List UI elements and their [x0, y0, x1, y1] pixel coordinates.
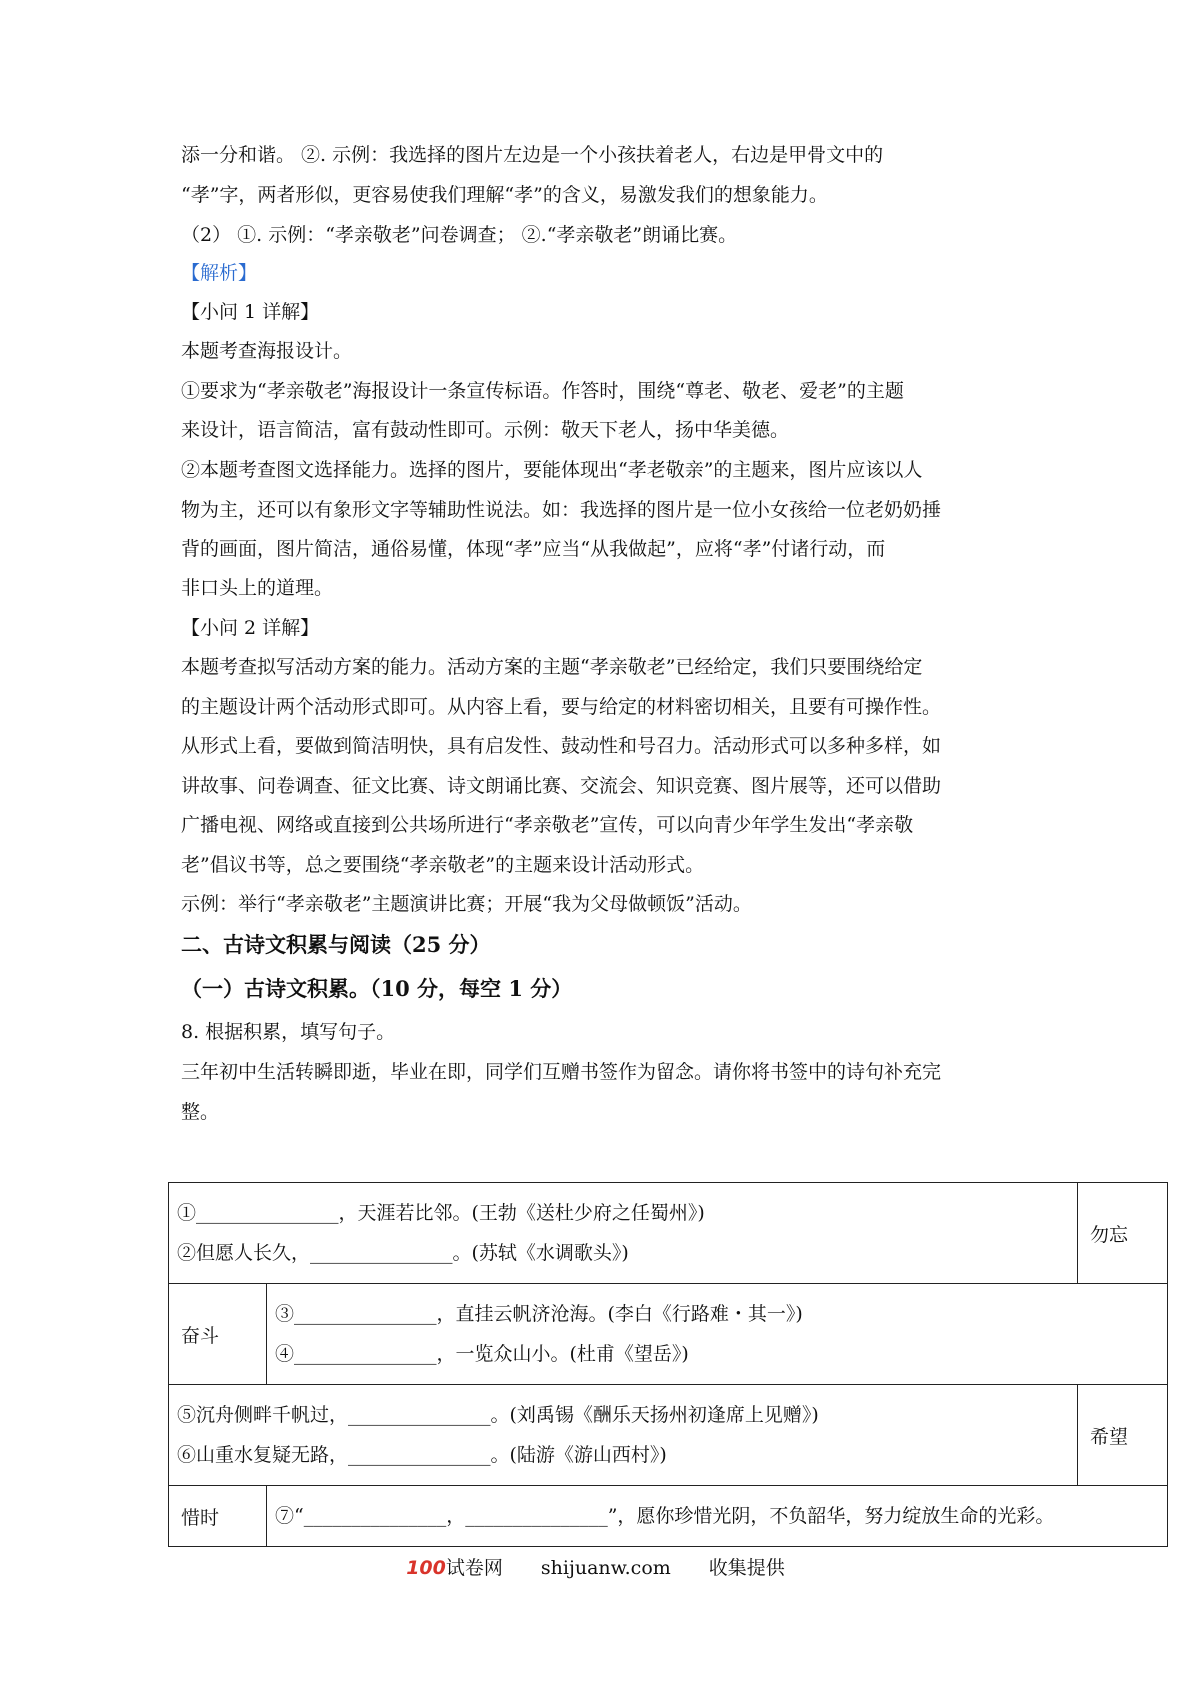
- paragraph-line: 背的画面，图片简洁，通俗易懂，体现“孝”应当“从我做起”，应将“孝”付诸行动，而: [181, 538, 886, 560]
- question-8-prompt-cont: 整。: [181, 1101, 220, 1123]
- paragraph-line: 广播电视、网络或直接到公共场所进行“孝亲敬老”宣传，可以向青少年学生发出“孝亲敬: [181, 814, 914, 836]
- table-row: [169, 1385, 1168, 1486]
- poem-line-6: ⑥山重水复疑无路，_______________。(陆游《游山西村》): [177, 1444, 667, 1466]
- poem-line-5: ⑤沉舟侧畔千帆过，_______________。(刘禹锡《酬乐天扬州初逢席上见赠》): [177, 1404, 819, 1426]
- paragraph-line: 从形式上看，要做到简洁明快，具有启发性、鼓动性和号召力。活动形式可以多种多样，如: [181, 735, 942, 757]
- paragraph-line: 示例：举行“孝亲敬老”主题演讲比赛；开展“我为父母做顿饭”活动。: [181, 893, 752, 915]
- bookmark-tag: 勿忘: [1078, 1183, 1168, 1284]
- table-cell: [169, 1385, 1078, 1486]
- answer-line-1: 添一分和谐。 ②. 示例：我选择的图片左边是一个小孩扶着老人，右边是甲骨文中的: [181, 144, 884, 166]
- paragraph-line: 的主题设计两个活动形式即可。从内容上看，要与给定的材料密切相关，且要有可操作性。: [181, 696, 942, 718]
- poem-line-7: ⑦“_______________，_______________”，愿你珍惜光阴，不负韶华，努力绽放生命的光彩。: [275, 1505, 1055, 1527]
- table-cell: [169, 1183, 1078, 1284]
- paragraph-line: 老”倡议书等，总之要围绕“孝亲敬老”的主题来设计活动形式。: [181, 854, 705, 876]
- paragraph-line: 讲故事、问卷调查、征文比赛、诗文朗诵比赛、交流会、知识竞赛、图片展等，还可以借助: [181, 775, 942, 797]
- answer-line-2: “孝”字，两者形似，更容易使我们理解“孝”的含义，易激发我们的想象能力。: [181, 184, 828, 206]
- table-cell: [267, 1284, 1168, 1385]
- paragraph-line: 来设计，语言简洁，富有鼓动性即可。示例：敬天下老人，扬中华美德。: [181, 419, 790, 441]
- section-heading: 二、古诗文积累与阅读（25 分）: [181, 932, 491, 957]
- poem-line-4: ④_______________，一览众山小。(杜甫《望岳》): [275, 1343, 689, 1365]
- bookmark-tag: 惜时: [169, 1486, 267, 1547]
- site-logo: 100: [406, 1557, 446, 1579]
- page-footer: [0, 1553, 1191, 1580]
- site-domain: shijuanw.com: [540, 1557, 671, 1579]
- question-8-prompt: 三年初中生活转瞬即逝，毕业在即，同学们互赠书签作为留念。请你将书签中的诗句补充完: [181, 1061, 942, 1083]
- paragraph-line: ②本题考查图文选择能力。选择的图片，要能体现出“孝老敬亲”的主题来，图片应该以人: [181, 459, 923, 481]
- question-8: 8. 根据积累，填写句子。: [181, 1021, 396, 1043]
- site-name: 试卷网: [445, 1557, 503, 1579]
- table-row: [169, 1486, 1168, 1547]
- poem-line-2: ②但愿人长久，_______________。(苏轼《水调歌头》): [177, 1242, 629, 1264]
- bookmark-tag: 奋斗: [169, 1284, 267, 1385]
- paragraph-line: ①要求为“孝亲敬老”海报设计一条宣传标语。作答时，围绕“尊老、敬老、爱老”的主题: [181, 380, 904, 402]
- answer-line-3: （2） ①. 示例：“孝亲敬老”问卷调查； ②.“孝亲敬老”朗诵比赛。: [181, 224, 738, 246]
- paragraph-line: 本题考查拟写活动方案的能力。活动方案的主题“孝亲敬老”已经给定，我们只要围绕给定: [181, 656, 923, 678]
- sub-question-2-heading: 【小问 2 详解】: [181, 617, 320, 639]
- footer-note: 收集提供: [708, 1557, 785, 1579]
- table-row: [169, 1183, 1168, 1284]
- bookmark-table: [168, 1182, 1168, 1547]
- subsection-heading: （一）古诗文积累。（10 分，每空 1 分）: [181, 976, 573, 1001]
- paragraph-line: 非口头上的道理。: [181, 577, 334, 599]
- table-row: [169, 1284, 1168, 1385]
- sub-question-1-heading: 【小问 1 详解】: [181, 301, 320, 323]
- table-cell: [267, 1486, 1168, 1547]
- poem-line-3: ③_______________，直挂云帆济沧海。(李白《行路难・其一》): [275, 1303, 803, 1325]
- bookmark-tag: 希望: [1078, 1385, 1168, 1486]
- analysis-heading: 【解析】: [181, 262, 258, 284]
- paragraph-line: 本题考查海报设计。: [181, 340, 353, 362]
- poem-line-1: ①_______________，天涯若比邻。(王勃《送杜少府之任蜀州》): [177, 1202, 705, 1224]
- paragraph-line: 物为主，还可以有象形文字等辅助性说法。如：我选择的图片是一位小女孩给一位老奶奶捶: [181, 499, 942, 521]
